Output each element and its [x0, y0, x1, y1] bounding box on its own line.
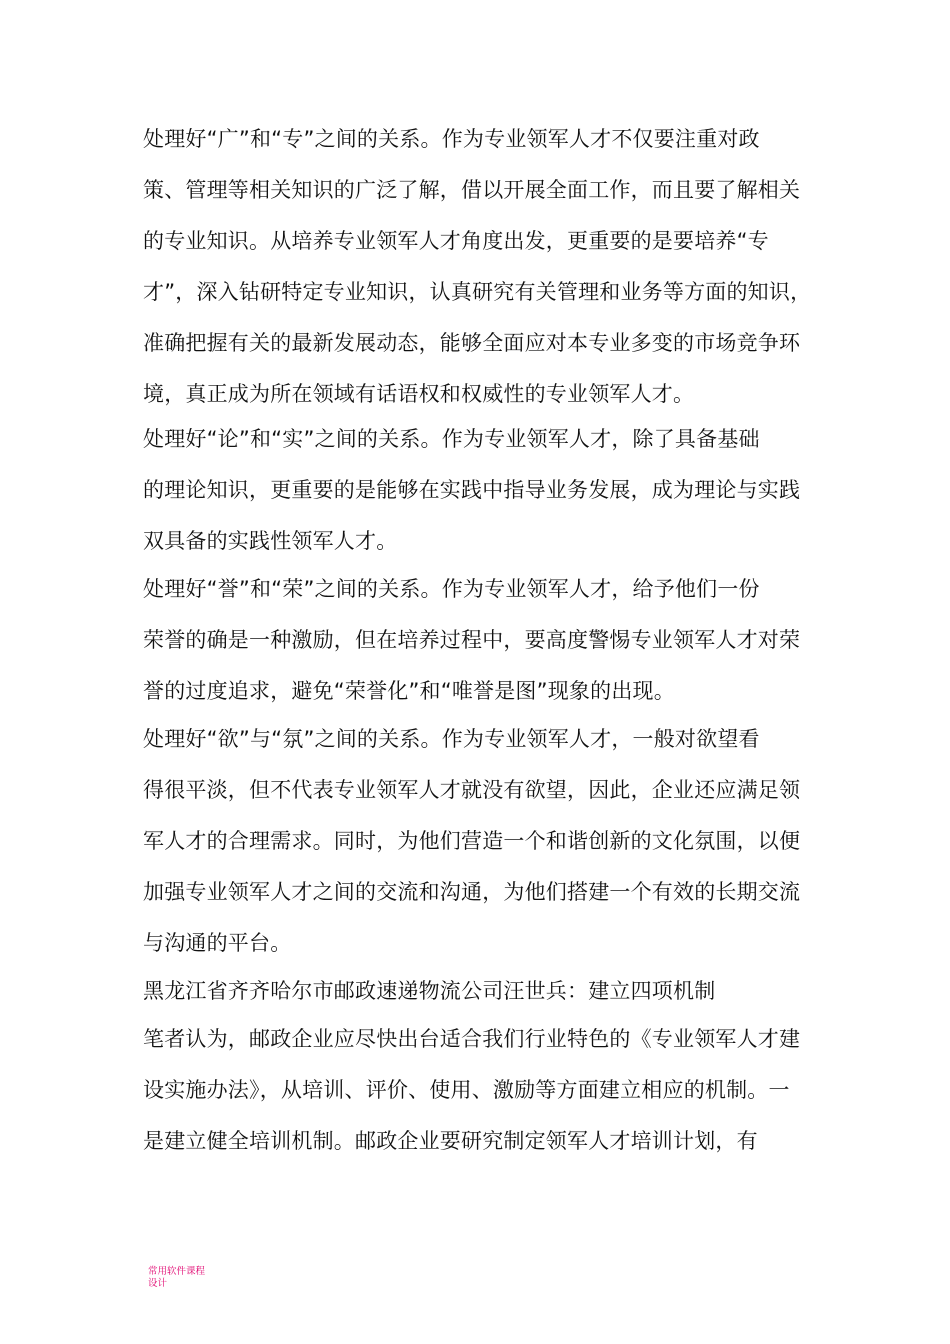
text-line: 境，真正成为所在领域有话语权和权威性的专业领军人才。 — [143, 382, 695, 406]
paragraph-bizhe — [143, 1014, 823, 1167]
text-line: 笔者认为，邮政企业应尽快出台适合我们行业特色的《专业领军人才建 — [143, 1027, 801, 1051]
text-line: 双具备的实践性领军人才。 — [143, 529, 398, 553]
footer-line: 常用软件课程 — [148, 1266, 206, 1277]
text-line: 设实施办法》，从培训、评价、使用、激励等方面建立相应的机制。一 — [143, 1078, 790, 1102]
text-line: 策、管理等相关知识的广泛了解，借以开展全面工作，而且要了解相关 — [143, 178, 801, 202]
paragraph-lun-shi — [143, 414, 823, 567]
footer-line: 设计 — [148, 1278, 168, 1289]
text-line: 的专业知识。从培养专业领军人才角度出发，更重要的是要培养“专 — [143, 229, 769, 253]
text-line: 誉的过度追求，避免“荣誉化”和“唯誉是图”现象的出现。 — [143, 679, 675, 703]
text-line: 处理好“欲”与“氛”之间的关系。作为专业领军人才，一般对欲望看 — [143, 727, 760, 751]
text-line: 与沟通的平台。 — [143, 931, 292, 955]
footer-watermark — [148, 1266, 268, 1290]
text-line: 得很平淡，但不代表专业领军人才就没有欲望，因此，企业还应满足领 — [143, 778, 801, 802]
text-line: 军人才的合理需求。同时，为他们营造一个和谐创新的文化氛围，以便 — [143, 829, 801, 853]
text-line: 处理好“广”和“专”之间的关系。作为专业领军人才不仅要注重对政 — [143, 127, 760, 151]
text-line: 准确把握有关的最新发展动态，能够全面应对本专业多变的市场竞争环 — [143, 331, 801, 355]
paragraph-yu-fen — [143, 714, 823, 969]
text-line: 处理好“论”和“实”之间的关系。作为专业领军人才，除了具备基础 — [143, 427, 760, 451]
text-line: 的理论知识，更重要的是能够在实践中指导业务发展，成为理论与实践 — [143, 478, 801, 502]
paragraph-yu-rong — [143, 564, 823, 717]
paragraph-guang-zhuan — [143, 114, 823, 420]
text-line: 是建立健全培训机制。邮政企业要研究制定领军人才培训计划，有 — [143, 1129, 758, 1153]
text-line: 才”，深入钻研特定专业知识，认真研究有关管理和业务等方面的知识， — [143, 280, 812, 304]
heading-line: 黑龙江省齐齐哈尔市邮政速递物流公司汪世兵：建立四项机制 — [143, 979, 716, 1003]
text-line: 处理好“誉”和“荣”之间的关系。作为专业领军人才，给予他们一份 — [143, 577, 760, 601]
text-line: 加强专业领军人才之间的交流和沟通，为他们搭建一个有效的长期交流 — [143, 880, 801, 904]
text-line: 荣誉的确是一种激励，但在培养过程中，要高度警惕专业领军人才对荣 — [143, 628, 801, 652]
section-heading — [143, 966, 823, 1017]
